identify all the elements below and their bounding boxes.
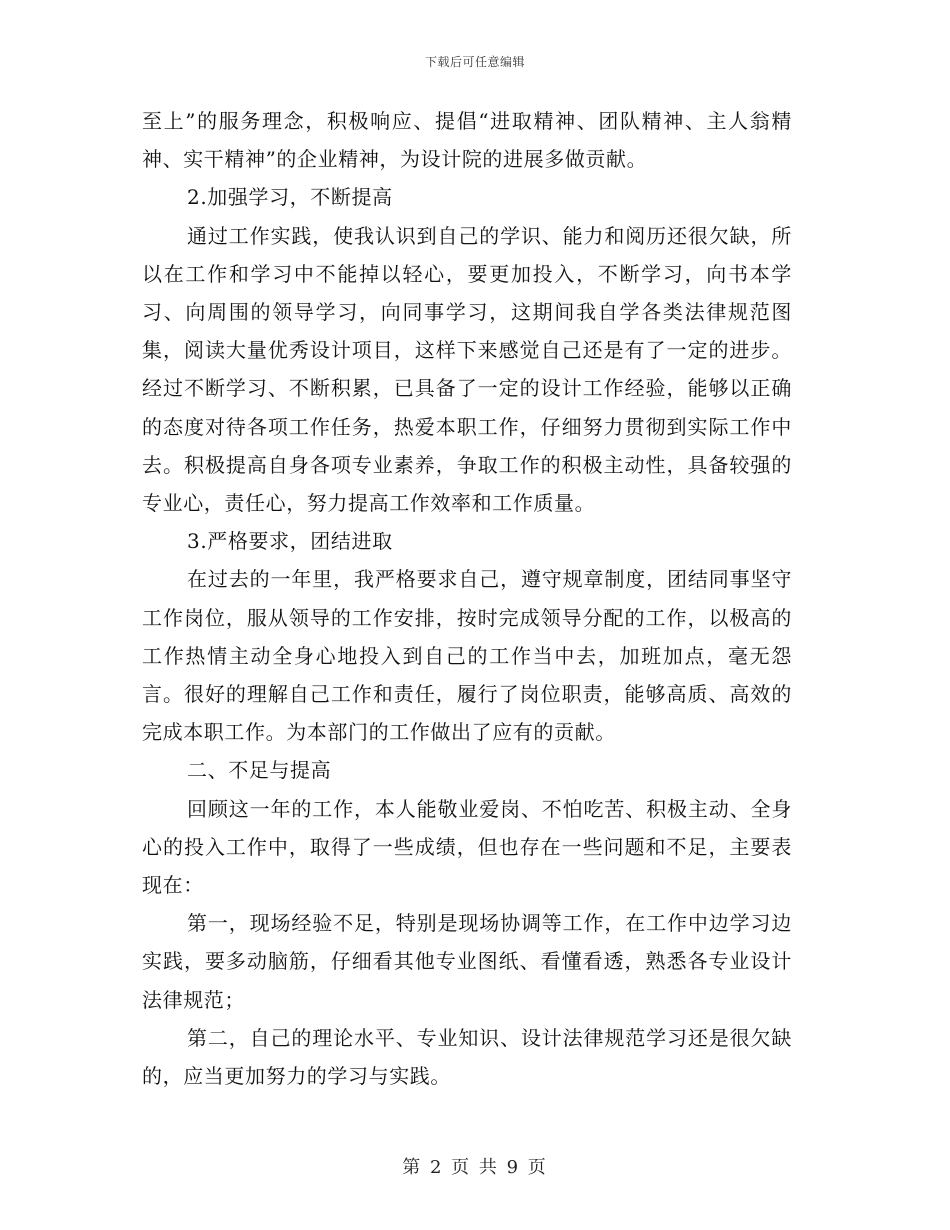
paragraph-2: 通过工作实践，使我认识到自己的学识、能力和阅历还很欠缺，所以在工作和学习中不能掉以轻心，要更加投入，不断学习，向书本学习、向周围的领导学习，向同事学习，这期间我自学各类法律规范图集，阅读大量优秀设计项目，这样下来感觉自己还是有了一定的进步。经过不断学习、不断积累，已具备了一定的设计工作经验，能够以正确的态度对待各项工作任务，热爱本职工作，仔细努力贯彻到实际工作中去。积极提高自身各项专业素养，争取工作的积极主动性，具备较强的专业心，责任心，努力提高工作效率和工作质量。 [142,223,792,516]
section-heading-2: 2.加强学习，不断提高 [187,185,393,210]
paragraph-4: 回顾这一年的工作，本人能敬业爱岗、不怕吃苦、积极主动、全身心的投入工作中，取得了一些成绩，但也存在一些问题和不足，主要表现在： [142,796,792,898]
page-header: 下载后可任意编辑 [424,55,525,69]
paragraph-3: 在过去的一年里，我严格要求自己，遵守规章制度，团结同事坚守工作岗位，服从领导的工作安排，按时完成领导分配的工作，以极高的工作热情主动全身心地投入到自己的工作当中去，加班加点，毫无怨言。很好的理解自己工作和责任，履行了岗位职责，能够高质、高效的完成本职工作。为本部门的工作做出了应有的贡献。 [142,567,792,745]
paragraph-5: 第一，现场经验不足，特别是现场协调等工作，在工作中边学习边实践，要多动脑筋，仔细看其他专业图纸、看懂看透，熟悉各专业设计法律规范； [142,911,792,1012]
section-heading-3: 3.严格要求，团结进取 [187,529,393,554]
document-body [142,102,792,1095]
page-number: 第 2 页 共 9 页 [402,1157,548,1178]
paragraph-1: 至上”的服务理念，积极响应、提倡“进取精神、团队精神、主人翁精神、实干精神”的企业精神，为设计院的进展多做贡献。 [142,109,792,172]
section-heading-shortcomings: 二、不足与提高 [187,758,332,783]
paragraph-6: 第二，自己的理论水平、专业知识、设计法律规范学习还是很欠缺的，应当更加努力的学习与实践。 [142,1025,792,1089]
